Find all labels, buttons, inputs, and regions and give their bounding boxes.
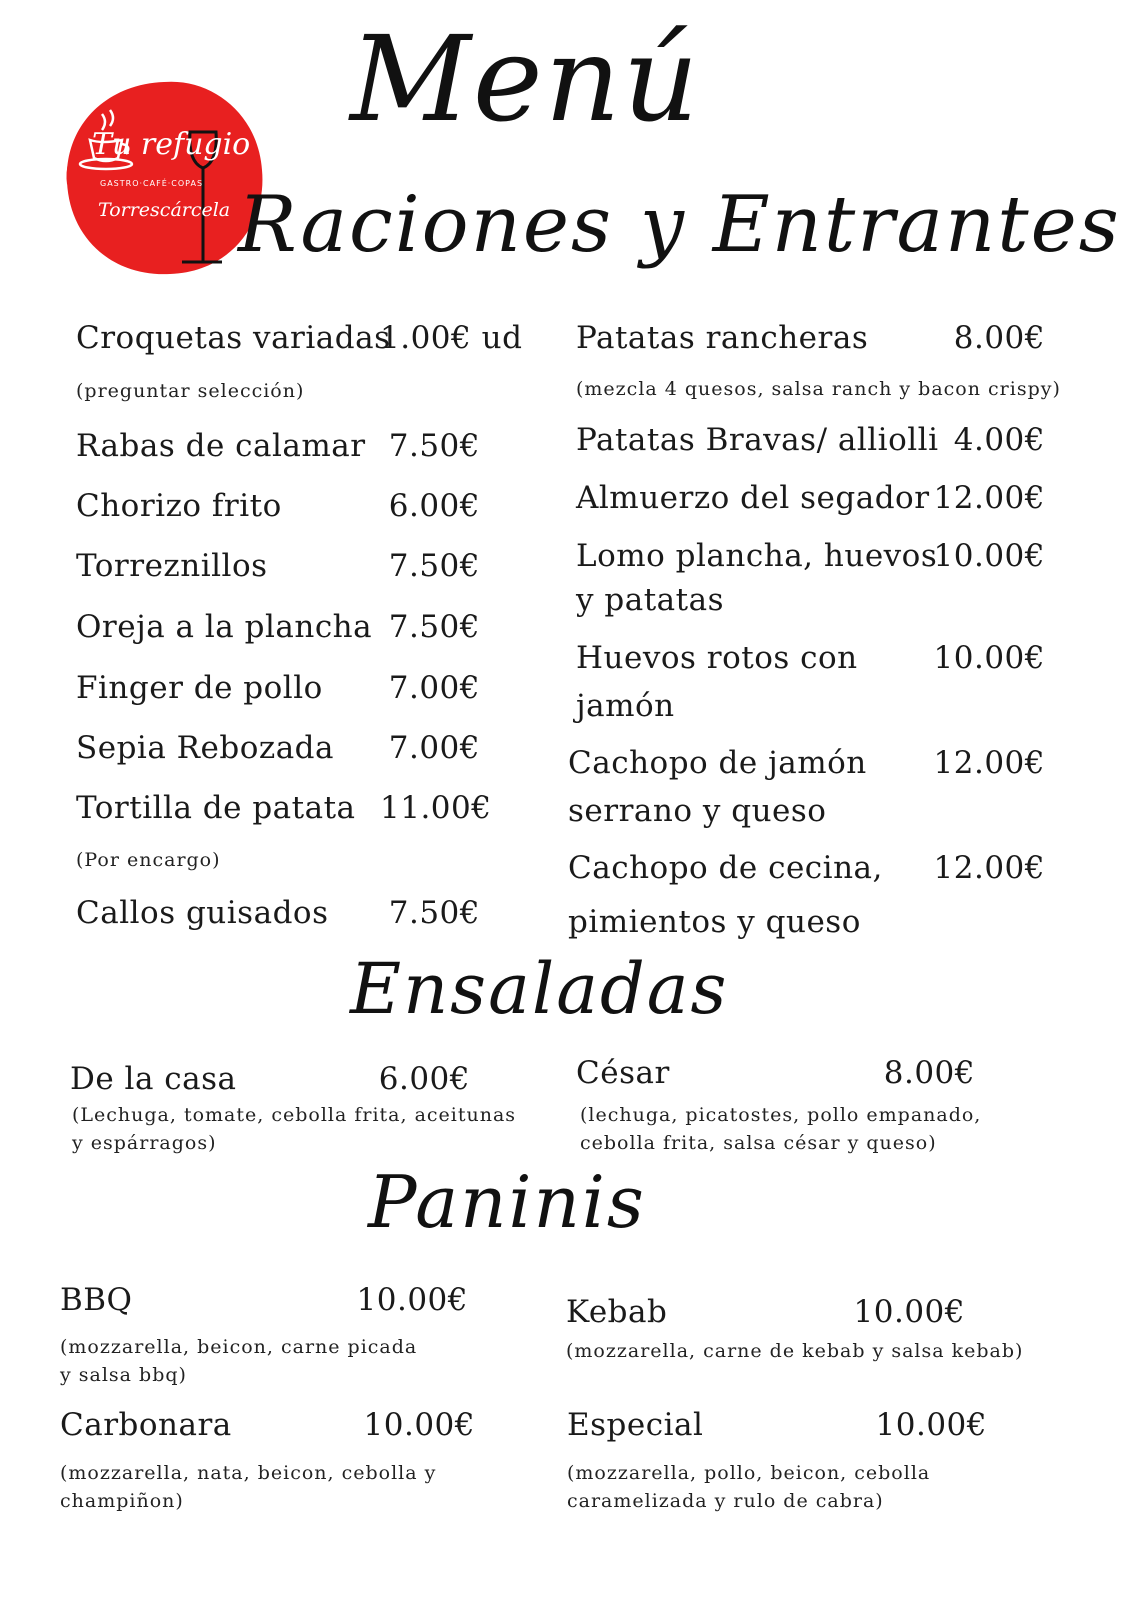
panini-especial-note-line2: caramelizada y rulo de cabra) bbox=[567, 1490, 884, 1512]
panini-especial-price: 10.00€ bbox=[875, 1407, 987, 1443]
item-sepia-price: 7.00€ bbox=[388, 730, 480, 766]
panini-carbonara-name: Carbonara bbox=[60, 1407, 232, 1443]
item-chorizo-name: Chorizo frito bbox=[76, 488, 282, 524]
ensalada-cesar-name: César bbox=[576, 1055, 670, 1091]
ensalada-cesar-price: 8.00€ bbox=[883, 1055, 975, 1091]
ensalada-cesar-note-line1: (lechuga, picatostes, pollo empanado, bbox=[580, 1104, 982, 1126]
item-callos-price: 7.50€ bbox=[388, 895, 480, 931]
item-huevos-name-line2: jamón bbox=[576, 688, 675, 724]
panini-carbonara-price: 10.00€ bbox=[363, 1407, 475, 1443]
item-lomo-name-line1: Lomo plancha, huevos bbox=[576, 538, 938, 574]
section-title-raciones: Raciones y Entrantes bbox=[238, 180, 1121, 270]
menu-title: Menú bbox=[350, 10, 701, 148]
item-rabas-name: Rabas de calamar bbox=[76, 428, 366, 464]
item-patatas-bravas-price: 4.00€ bbox=[953, 422, 1045, 458]
section-title-paninis: Paninis bbox=[368, 1160, 646, 1244]
item-tortilla-price: 11.00€ bbox=[380, 790, 492, 826]
panini-bbq-price: 10.00€ bbox=[356, 1282, 468, 1318]
item-finger-price: 7.00€ bbox=[388, 670, 480, 706]
item-croquetas-name: Croquetas variadas bbox=[76, 320, 391, 356]
item-cachopo-jamon-name-line1: Cachopo de jamón bbox=[568, 745, 867, 781]
panini-bbq-name: BBQ bbox=[60, 1282, 133, 1318]
panini-kebab-note-line1: (mozzarella, carne de kebab y salsa kebab) bbox=[566, 1340, 1024, 1362]
item-cachopo-jamon-name-line2: serrano y queso bbox=[568, 793, 827, 829]
ensalada-cesar-note-line2: cebolla frita, salsa césar y queso) bbox=[580, 1132, 937, 1154]
item-oreja-name: Oreja a la plancha bbox=[76, 609, 373, 645]
item-patatas-rancheras-name: Patatas rancheras bbox=[576, 320, 869, 356]
item-callos-name: Callos guisados bbox=[76, 895, 329, 931]
item-almuerzo-price: 12.00€ bbox=[933, 480, 1045, 516]
ensalada-casa-name: De la casa bbox=[70, 1061, 237, 1097]
item-torreznillos-price: 7.50€ bbox=[388, 548, 480, 584]
item-huevos-name-line1: Huevos rotos con bbox=[576, 640, 858, 676]
item-patatas-rancheras-price: 8.00€ bbox=[953, 320, 1045, 356]
item-patatas-rancheras-note: (mezcla 4 quesos, salsa ranch y bacon crispy) bbox=[576, 378, 1061, 400]
item-tortilla-note: (Por encargo) bbox=[76, 849, 221, 871]
item-torreznillos-name: Torreznillos bbox=[76, 548, 268, 584]
item-sepia-name: Sepia Rebozada bbox=[76, 730, 335, 766]
panini-carbonara-note-line1: (mozzarella, nata, beicon, cebolla y bbox=[60, 1462, 437, 1484]
panini-kebab-price: 10.00€ bbox=[853, 1294, 965, 1330]
item-croquetas-note: (preguntar selección) bbox=[76, 380, 305, 402]
section-title-ensaladas: Ensaladas bbox=[350, 948, 729, 1030]
item-huevos-price: 10.00€ bbox=[933, 640, 1045, 676]
panini-bbq-note-line1: (mozzarella, beicon, carne picada bbox=[60, 1336, 418, 1358]
item-tortilla-name: Tortilla de patata bbox=[76, 790, 356, 826]
panini-kebab-name: Kebab bbox=[566, 1294, 668, 1330]
item-cachopo-cecina-price: 12.00€ bbox=[933, 850, 1045, 886]
item-finger-name: Finger de pollo bbox=[76, 670, 323, 706]
panini-bbq-note-line2: y salsa bbq) bbox=[60, 1364, 187, 1386]
item-croquetas-price: 1.00€ ud bbox=[380, 320, 523, 356]
item-almuerzo-name: Almuerzo del segador bbox=[576, 480, 930, 516]
item-chorizo-price: 6.00€ bbox=[388, 488, 480, 524]
item-rabas-price: 7.50€ bbox=[388, 428, 480, 464]
ensalada-casa-price: 6.00€ bbox=[378, 1061, 470, 1097]
panini-carbonara-note-line2: champiñon) bbox=[60, 1490, 184, 1512]
panini-especial-note-line1: (mozzarella, pollo, beicon, cebolla bbox=[567, 1462, 931, 1484]
item-cachopo-cecina-name-line2: pimientos y queso bbox=[568, 904, 861, 940]
logo-name: Tu refugio bbox=[92, 127, 251, 162]
logo-town: Torrescárcela bbox=[98, 199, 231, 221]
item-patatas-bravas-name: Patatas Bravas/ alliolli bbox=[576, 422, 939, 458]
panini-especial-name: Especial bbox=[567, 1407, 704, 1443]
item-cachopo-jamon-price: 12.00€ bbox=[933, 745, 1045, 781]
item-lomo-price: 10.00€ bbox=[933, 538, 1045, 574]
tu-refugio-logo bbox=[62, 74, 267, 279]
ensalada-casa-note-line1: (Lechuga, tomate, cebolla frita, aceitunas bbox=[72, 1104, 517, 1126]
logo-tagline: GASTRO·CAFÉ·COPAS bbox=[100, 179, 204, 188]
item-cachopo-cecina-name-line1: Cachopo de cecina, bbox=[568, 850, 883, 886]
item-lomo-name-line2: y patatas bbox=[576, 582, 724, 618]
item-oreja-price: 7.50€ bbox=[388, 609, 480, 645]
ensalada-casa-note-line2: y espárragos) bbox=[72, 1132, 217, 1154]
